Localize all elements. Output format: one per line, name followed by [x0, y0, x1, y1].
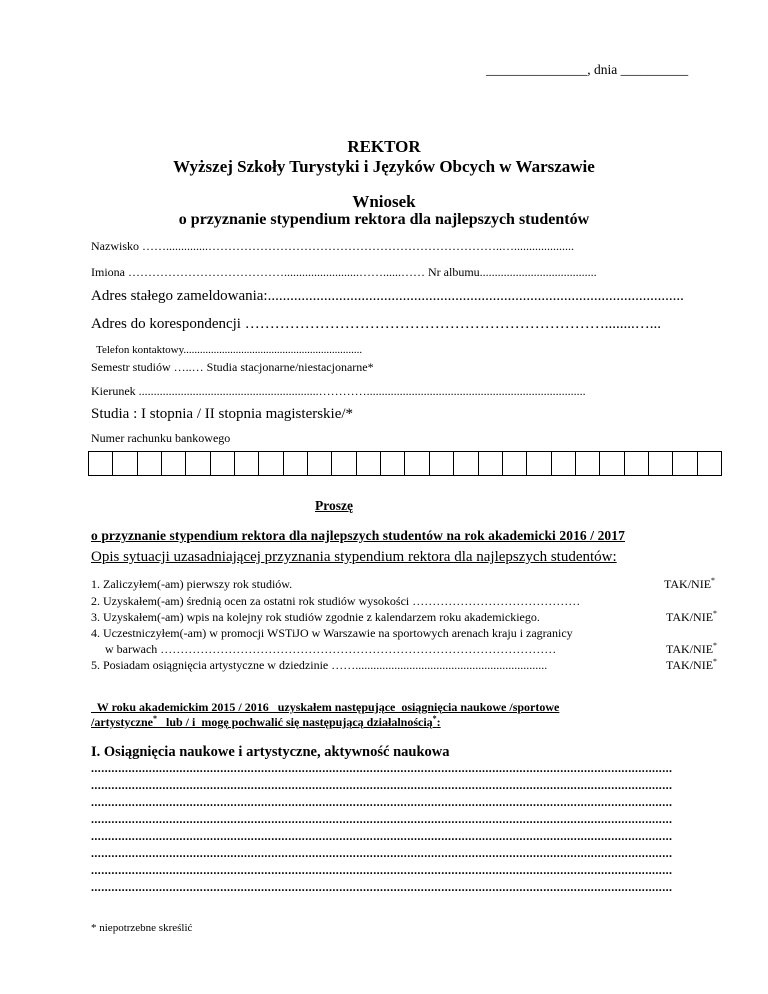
answer-line-5[interactable]: ...........................................................................................................................................................................: [91, 829, 673, 843]
achievements-intro: W roku akademickim 2015 / 2016 uzyskałem następujące osiągnięcia naukowe /sportowe: [91, 700, 560, 714]
account-digit-cell[interactable]: [649, 452, 673, 475]
date-line[interactable]: _______________, dnia __________: [486, 62, 689, 77]
item-3-star: *: [713, 609, 718, 618]
item-1: 1. Zaliczyłem(-am) pierwszy rok studiów.: [91, 577, 293, 591]
item-4-choice-text: TAK/NIE: [666, 642, 714, 656]
request-heading: o przyznanie stypendium rektora dla najlepszych studentów na rok akademicki 2016 / 2017: [91, 528, 625, 543]
achievements-intro-2b: lub / i mogę pochwalić się następującą działalnością: [156, 715, 433, 729]
item-4: 4. Uczestniczyłem(-am) w promocji WSTiJO w Warszawie na sportowych arenach kraju i zagranicy: [91, 626, 573, 640]
account-digit-cell[interactable]: [357, 452, 381, 475]
item-5-choice[interactable]: [666, 658, 717, 673]
answer-line-6[interactable]: ...........................................................................................................................................................................: [91, 846, 673, 860]
footnote: * niepotrzebne skreślić: [91, 922, 193, 934]
account-digit-cell[interactable]: [479, 452, 503, 475]
section-title: I. Osiągnięcia naukowe i artystyczne, aktywność naukowa: [91, 744, 450, 760]
item-2[interactable]: 2. Uzyskałem(-am) średnią ocen za ostatni rok studiów wysokości ……………………………………: [91, 594, 581, 608]
account-digit-cell[interactable]: [625, 452, 649, 475]
recipient-title: REKTOR: [347, 137, 421, 156]
account-digit-cell[interactable]: [308, 452, 332, 475]
account-digit-cell[interactable]: [332, 452, 356, 475]
item-3-choice-text: TAK/NIE: [666, 610, 714, 624]
account-digit-cell[interactable]: [138, 452, 162, 475]
item-5[interactable]: 5. Posiadam osiągnięcia artystyczne w dziedzinie ……................................................................: [91, 658, 548, 672]
achievements-star-1: *: [152, 714, 157, 723]
item-4-barwach[interactable]: w barwach ………………………………………………………………………………………: [105, 642, 557, 656]
answer-line-2[interactable]: ...........................................................................................................................................................................: [91, 778, 673, 792]
item-5-choice-text: TAK/NIE: [666, 658, 714, 672]
recipient-institution: Wyższej Szkoły Turystyki i Języków Obcych w Warszawie: [173, 157, 595, 176]
account-digit-cell[interactable]: [552, 452, 576, 475]
answer-line-4[interactable]: ...........................................................................................................................................................................: [91, 812, 673, 826]
answer-line-8[interactable]: ...........................................................................................................................................................................: [91, 880, 673, 894]
account-digit-cell[interactable]: [503, 452, 527, 475]
account-digit-cell[interactable]: [113, 452, 137, 475]
prosze-label: Proszę: [315, 498, 353, 513]
item-3: 3. Uzyskałem(-am) wpis na kolejny rok studiów zgodnie z kalendarzem roku akademickiego.: [91, 610, 540, 624]
field-imiona[interactable]: Imiona ………………………………….........................……......…… Nr albumu.......................................: [91, 265, 597, 279]
account-digit-cell[interactable]: [405, 452, 429, 475]
field-telefon[interactable]: Telefon kontaktowy.................................................................: [96, 344, 363, 356]
application-title: Wniosek: [352, 192, 416, 211]
account-digit-cell[interactable]: [576, 452, 600, 475]
item-1-choice[interactable]: [664, 577, 715, 592]
account-digit-cell[interactable]: [211, 452, 235, 475]
account-digit-cell[interactable]: [430, 452, 454, 475]
item-5-star: *: [713, 657, 718, 666]
field-semestr[interactable]: Semestr studiów …..… Studia stacjonarne/niestacjonarne*: [91, 360, 374, 374]
account-digit-cell[interactable]: [673, 452, 697, 475]
account-digit-cell[interactable]: [235, 452, 259, 475]
account-digit-cell[interactable]: [89, 452, 113, 475]
account-digit-cell[interactable]: [381, 452, 405, 475]
account-digit-cell[interactable]: [600, 452, 624, 475]
field-adres-stalego[interactable]: Adres stałego zameldowania:...............................................................................................................: [91, 288, 684, 304]
justification-heading: Opis sytuacji uzasadniającej przyznania stypendium rektora dla najlepszych studentów:: [91, 549, 617, 565]
item-4-star: *: [713, 641, 718, 650]
account-digit-cell[interactable]: [284, 452, 308, 475]
item-1-star: *: [711, 576, 716, 585]
achievements-intro-2a: /artystyczne: [91, 715, 153, 729]
item-1-choice-text: TAK/NIE: [664, 577, 712, 591]
field-adres-korespondencji[interactable]: Adres do korespondencji ………………………………………………………………........…...: [91, 316, 661, 332]
account-digit-cell[interactable]: [698, 452, 721, 475]
answer-line-7[interactable]: ...........................................................................................................................................................................: [91, 863, 673, 877]
account-digit-cell[interactable]: [259, 452, 283, 475]
field-studia[interactable]: Studia : I stopnia / II stopnia magisterskie/*: [91, 406, 354, 422]
field-kierunek[interactable]: Kierunek ............................................................………….........................................................................: [91, 384, 586, 398]
achievements-star-2: *: [432, 714, 437, 723]
account-digit-cell[interactable]: [162, 452, 186, 475]
account-digit-cell[interactable]: [454, 452, 478, 475]
answer-line-3[interactable]: ...........................................................................................................................................................................: [91, 795, 673, 809]
item-3-choice[interactable]: [666, 610, 717, 625]
account-digit-cell[interactable]: [527, 452, 551, 475]
answer-line-1[interactable]: ...........................................................................................................................................................................: [91, 761, 673, 775]
account-number-grid[interactable]: [88, 451, 722, 476]
achievements-intro-2: [91, 715, 441, 730]
account-number-label: Numer rachunku bankowego: [91, 431, 231, 445]
achievements-intro-2c: :: [436, 715, 441, 729]
application-subtitle: o przyznanie stypendium rektora dla najlepszych studentów: [178, 211, 590, 228]
account-digit-cell[interactable]: [186, 452, 210, 475]
field-nazwisko[interactable]: Nazwisko ……..............………………………………………………………………..…....................: [91, 239, 574, 253]
item-4-choice[interactable]: [666, 642, 717, 657]
